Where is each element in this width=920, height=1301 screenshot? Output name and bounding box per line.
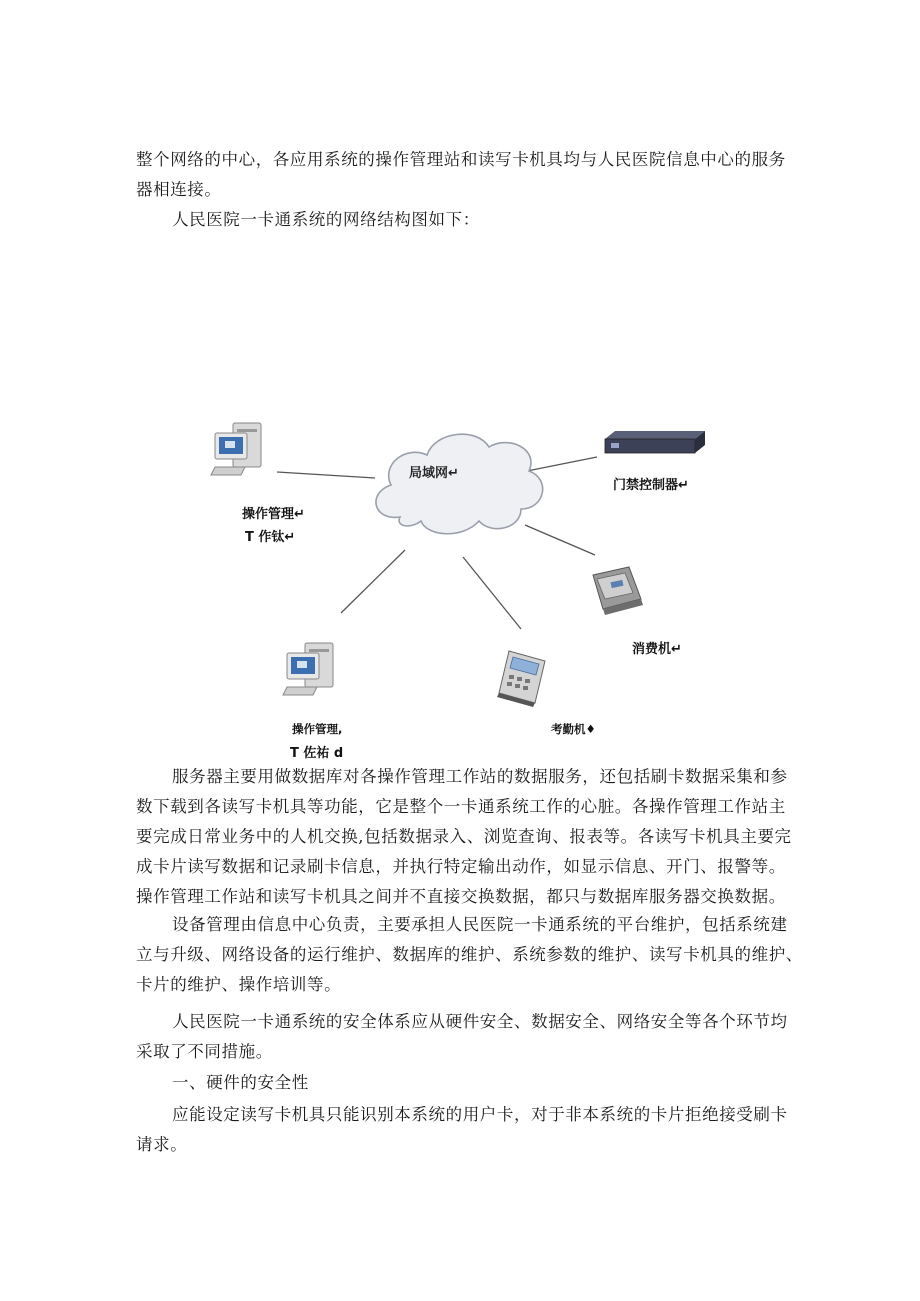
text-line: 应能设定读写卡机具只能识别本系统的用户卡，对于非本系统的卡片拒绝接受刷卡 bbox=[172, 1105, 788, 1124]
link-station1 bbox=[277, 472, 375, 478]
pos-terminal-icon bbox=[593, 567, 643, 615]
link-attendance bbox=[463, 557, 521, 629]
text-line: 数下载到各读写卡机具等功能，它是整个一卡通系统工作的心脏。各操作管理工作站主 bbox=[136, 797, 786, 816]
text-line: 人民医院一卡通系统的网络结构图如下： bbox=[172, 210, 480, 229]
door-controller-icon bbox=[605, 431, 705, 453]
paragraph-device-management bbox=[136, 910, 803, 1000]
text-line: 操作管理工作站和读写卡机具之间并不直接交换数据，都只与数据库服务器交换数据。 bbox=[136, 887, 786, 906]
computer-icon bbox=[211, 423, 261, 475]
paragraph-hardware-security bbox=[136, 1100, 796, 1160]
text-line: 服务器主要用做数据库对各操作管理工作站的数据服务，还包括刷卡数据采集和参 bbox=[172, 767, 788, 786]
text-line: 设备管理由信息中心负责，主要承担人民医院一卡通系统的平台维护，包括系统建 bbox=[172, 915, 788, 934]
text-line: 成卡片读写数据和记录刷卡信息，并执行特定输出动作，如显示信息、开门、报警等。 bbox=[136, 857, 786, 876]
network-diagram-svg bbox=[195, 405, 735, 765]
paragraph-diagram-intro bbox=[136, 205, 832, 235]
station1-sublabel: T 作钛↵ bbox=[245, 530, 296, 545]
attendance-label: 考勤机♦ bbox=[551, 722, 596, 736]
lan-label: 局域网↵ bbox=[409, 466, 459, 481]
text-line: 器相连接。 bbox=[136, 180, 222, 199]
link-pos-terminal bbox=[525, 525, 595, 555]
station2-label: 操作管理, bbox=[292, 722, 343, 736]
text-line: 请求。 bbox=[136, 1135, 188, 1154]
attendance-machine-icon bbox=[497, 651, 545, 707]
paragraph-security bbox=[136, 1007, 796, 1067]
station1-label: 操作管理↵ bbox=[242, 507, 305, 522]
section-heading bbox=[136, 1068, 832, 1098]
heading-text: 一、硬件的安全性 bbox=[172, 1073, 309, 1092]
door-controller-label: 门禁控制器↵ bbox=[613, 478, 689, 493]
pos-terminal-label: 消费机↵ bbox=[632, 642, 682, 657]
text-line: 立与升级、网络设备的运行维护、数据库的维护、系统参数的维护、读写卡机具的维护、 bbox=[136, 945, 803, 964]
link-station2 bbox=[341, 550, 405, 613]
paragraph-intro bbox=[136, 145, 796, 205]
text-line: 要完成日常业务中的人机交换,包括数据录入、浏览查询、报表等。各读写卡机具主要完 bbox=[136, 827, 792, 846]
lan-cloud-icon bbox=[376, 434, 543, 534]
text-line: 卡片的维护、操作培训等。 bbox=[136, 975, 342, 994]
network-diagram bbox=[195, 405, 735, 765]
station2-sublabel: T 佐祐 d bbox=[290, 746, 344, 761]
paragraph-server-role bbox=[136, 762, 796, 912]
text-line: 整个网络的中心，各应用系统的操作管理站和读写卡机具均与人民医院信息中心的服务 bbox=[136, 150, 786, 169]
text-line: 人民医院一卡通系统的安全体系应从硬件安全、数据安全、网络安全等各个环节均 bbox=[172, 1012, 788, 1031]
text-line: 采取了不同措施。 bbox=[136, 1042, 273, 1061]
computer-icon bbox=[283, 643, 333, 695]
